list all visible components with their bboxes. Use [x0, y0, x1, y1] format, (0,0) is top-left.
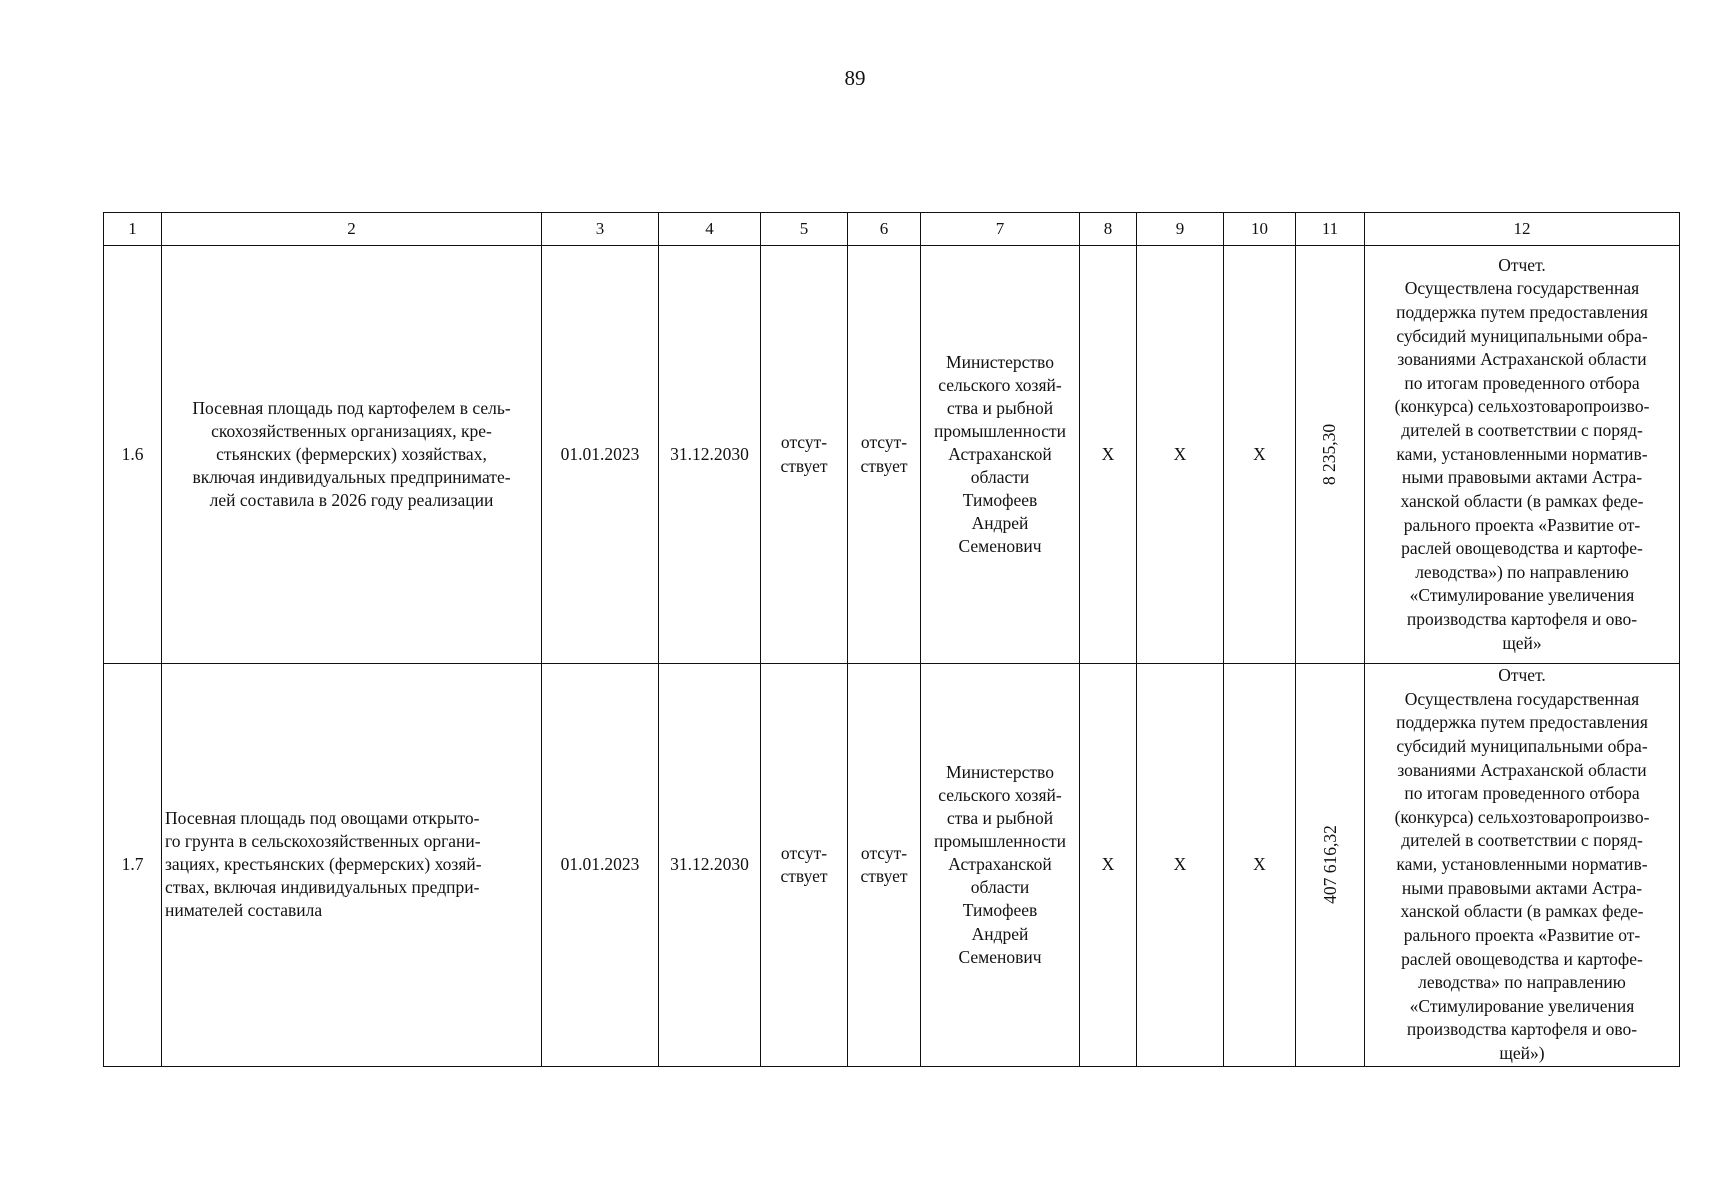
column-header: 3 [542, 213, 659, 246]
responsible-line: Семенович [958, 946, 1042, 967]
result-line: (конкурса) сельхозтоваропроизво- [1394, 396, 1650, 417]
result-line: (конкурса) сельхозтоваропроизво- [1394, 806, 1650, 827]
responsible-line: сельского хозяй- [938, 784, 1062, 805]
indicator-name-line: включая индивидуальных предпринимате- [192, 467, 511, 488]
col6-value [848, 664, 921, 1067]
column-header: 9 [1137, 213, 1224, 246]
responsible-line: области [970, 877, 1030, 898]
responsible-line: области [970, 467, 1030, 488]
col8-value: X [1080, 246, 1137, 664]
result-description [1365, 664, 1680, 1067]
responsible-line: ства и рыбной [946, 808, 1054, 829]
result-line: зованиями Астраханской области [1397, 349, 1647, 370]
result-line: производства картофеля и ово- [1406, 1019, 1638, 1040]
responsible-line: Астраханской [948, 854, 1052, 875]
column-header: 2 [162, 213, 542, 246]
indicator-name-line: нимателей составила [165, 900, 323, 921]
page-number: 89 [844, 66, 866, 90]
col5-line: ствует [780, 455, 828, 476]
result-line: по итогам проведенного отбора [1404, 783, 1640, 804]
end-date: 31.12.2030 [659, 664, 761, 1067]
result-line: щей») [1499, 1043, 1545, 1063]
indicator-name-line: лей составила в 2026 году реализации [209, 490, 494, 511]
start-date: 01.01.2023 [542, 664, 659, 1067]
responsible-line: Министерство [946, 761, 1054, 782]
col10-value: X [1224, 664, 1296, 1067]
col5-line: отсут- [780, 432, 828, 453]
result-line: дителей в соответствии с поряд- [1401, 830, 1643, 851]
result-line: щей» [1502, 632, 1542, 653]
col6-line: отсут- [860, 432, 908, 453]
responsible-line: Андрей [971, 923, 1029, 944]
result-line: поддержка путем предоставления [1396, 712, 1648, 733]
column-header: 8 [1080, 213, 1137, 246]
result-line: Отчет. [1498, 665, 1546, 685]
responsible-executor [921, 246, 1080, 664]
indicator-name [162, 246, 542, 664]
indicator-name-line: скохозяйственных организациях, кре- [211, 420, 492, 441]
result-line: зованиями Астраханской области [1397, 759, 1647, 780]
col6-line: ствует [860, 865, 908, 886]
column-header: 4 [659, 213, 761, 246]
responsible-line: Тимофеев [962, 490, 1038, 511]
responsible-line: промышленности [933, 831, 1067, 852]
amount-cell [1296, 664, 1365, 1067]
result-line: ками, установленными норматив- [1396, 443, 1648, 464]
col5-line: ствует [780, 865, 828, 886]
result-line: раслей овощеводства и картофе- [1401, 538, 1643, 559]
col10-value: X [1224, 246, 1296, 664]
result-line: субсидий муниципальными обра- [1396, 735, 1648, 756]
col6-line: ствует [860, 455, 908, 476]
column-header: 6 [848, 213, 921, 246]
column-header: 10 [1224, 213, 1296, 246]
responsible-executor [921, 664, 1080, 1067]
responsible-line: Андрей [971, 513, 1029, 534]
responsible-line: сельского хозяй- [938, 374, 1062, 395]
result-line: «Стимулирование увеличения [1409, 585, 1635, 606]
indicator-name-line: ствах, включая индивидуальных предпри- [165, 877, 480, 898]
amount-cell [1296, 246, 1365, 664]
table-row [104, 246, 1680, 664]
result-line: рального проекта «Развитие от- [1403, 924, 1641, 945]
report-table [103, 212, 1680, 1067]
header-row [104, 213, 1680, 246]
result-line: раслей овощеводства и картофе- [1401, 948, 1643, 969]
responsible-line: Министерство [946, 351, 1054, 372]
col5-value [761, 246, 848, 664]
result-line: Отчет. [1498, 254, 1546, 275]
column-header: 11 [1296, 213, 1365, 246]
result-line: ханской области (в рамках феде- [1400, 901, 1644, 922]
indicator-name-line: Посевная площадь под овощами открыто- [165, 808, 480, 829]
start-date: 01.01.2023 [542, 246, 659, 664]
result-line: ными правовыми актами Астра- [1401, 467, 1643, 488]
result-line: субсидий муниципальными обра- [1396, 325, 1648, 346]
indicator-name-line: го грунта в сельскохозяйственных органи- [165, 831, 481, 852]
result-description [1365, 246, 1680, 664]
result-line: по итогам проведенного отбора [1404, 372, 1640, 393]
result-line: «Стимулирование увеличения [1409, 995, 1635, 1016]
col6-line: отсут- [860, 842, 908, 863]
row-number: 1.6 [104, 246, 162, 664]
column-header: 5 [761, 213, 848, 246]
result-line: производства картофеля и ово- [1406, 609, 1638, 630]
indicator-name-line: стьянских (фермерских) хозяйствах, [216, 443, 487, 464]
indicator-name-line: Посевная площадь под картофелем в сель- [192, 397, 511, 418]
col9-value: X [1137, 246, 1224, 664]
result-line: ными правовыми актами Астра- [1401, 877, 1643, 898]
result-line: леводства» по направлению [1418, 972, 1626, 993]
indicator-name-line: зациях, крестьянских (фермерских) хозяй- [165, 854, 482, 875]
column-header: 12 [1365, 213, 1680, 246]
amount-value: 8 235,30 [1319, 423, 1340, 486]
amount-value: 407 616,32 [1319, 825, 1340, 905]
responsible-line: ства и рыбной [946, 397, 1054, 418]
col9-value: X [1137, 664, 1224, 1067]
result-line: дителей в соответствии с поряд- [1401, 420, 1643, 441]
table-row [104, 664, 1680, 1067]
row-number: 1.7 [104, 664, 162, 1067]
responsible-line: промышленности [933, 420, 1067, 441]
col8-value: X [1080, 664, 1137, 1067]
col6-value [848, 246, 921, 664]
col5-line: отсут- [780, 842, 828, 863]
responsible-line: Астраханской [948, 443, 1052, 464]
column-header: 1 [104, 213, 162, 246]
end-date: 31.12.2030 [659, 246, 761, 664]
result-line: поддержка путем предоставления [1396, 301, 1648, 322]
result-line: рального проекта «Развитие от- [1403, 514, 1641, 535]
responsible-line: Тимофеев [962, 900, 1038, 921]
column-header: 7 [921, 213, 1080, 246]
responsible-line: Семенович [958, 536, 1042, 557]
col5-value [761, 664, 848, 1067]
result-line: Осуществлена государственная [1404, 278, 1640, 299]
result-line: Осуществлена государственная [1404, 688, 1640, 709]
result-line: ками, установленными норматив- [1396, 854, 1648, 874]
result-line: леводства») по направлению [1415, 561, 1629, 582]
indicator-name [162, 664, 542, 1067]
result-line: ханской области (в рамках феде- [1400, 490, 1644, 511]
